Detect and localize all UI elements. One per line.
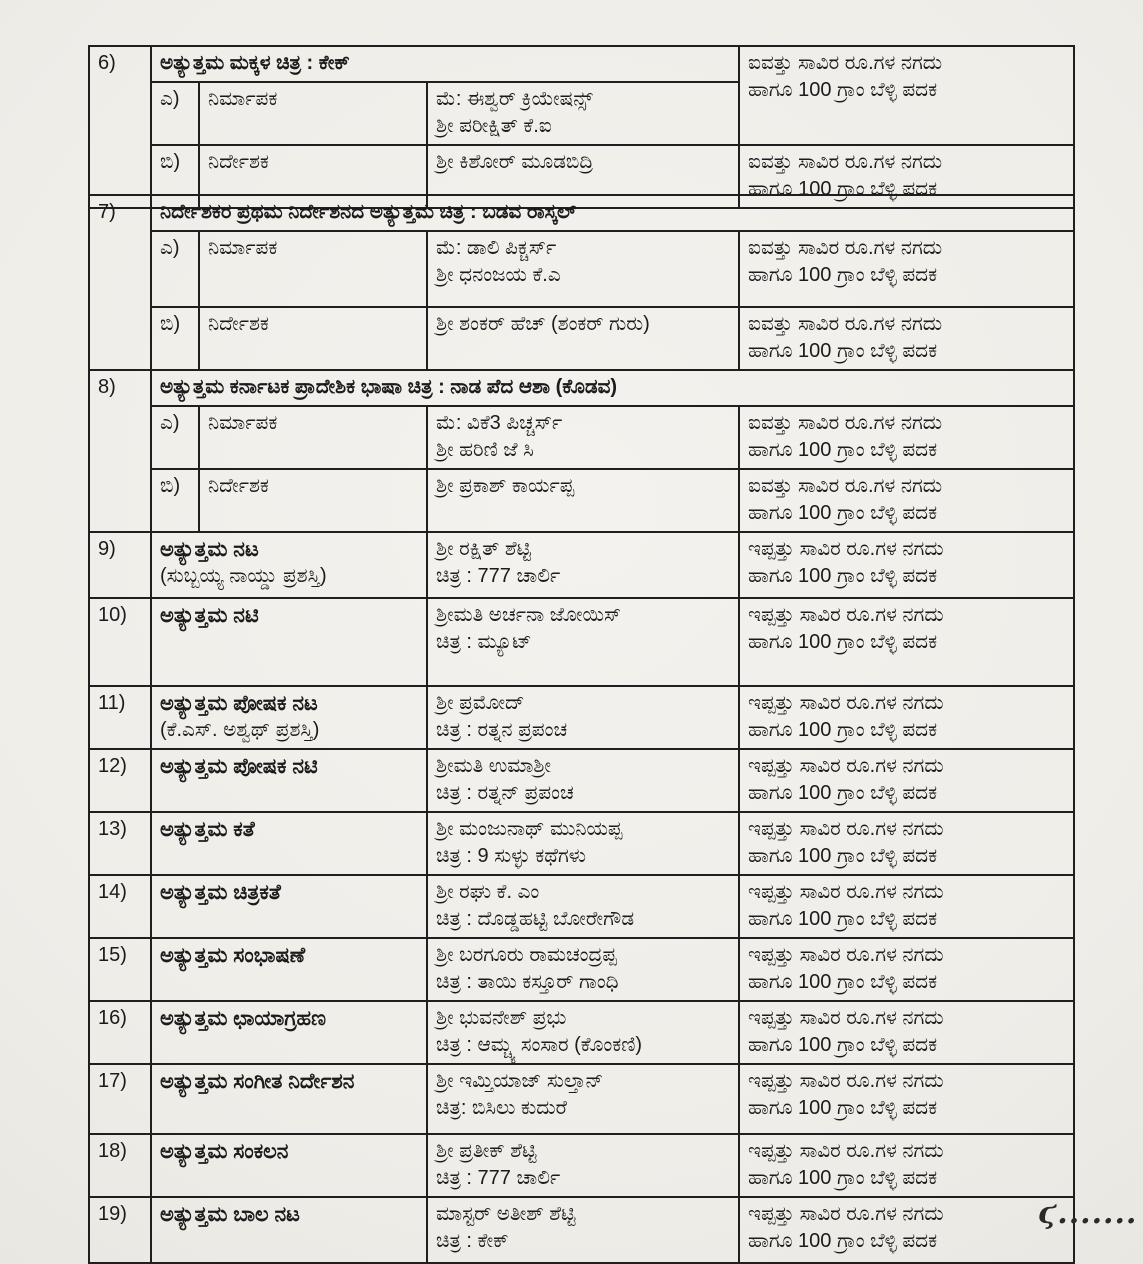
winner-line-1: ಶ್ರೀ ಪ್ರತೀಕ್ ಶೆಟ್ಟಿ bbox=[436, 1140, 537, 1162]
table-row bbox=[89, 749, 1074, 812]
row-serial: 12) bbox=[89, 749, 151, 812]
role-label: ನಿರ್ದೇಶಕ bbox=[199, 469, 427, 532]
winner-name bbox=[427, 231, 739, 307]
prize-line-2: ಹಾಗೂ 100 ಗ್ರಾಂ ಬೆಳ್ಳಿ ಪದಕ bbox=[748, 845, 938, 867]
category-label: ಅತ್ಯುತ್ತಮ ಪೋಷಕ ನಟಿ bbox=[160, 755, 318, 778]
prize-line-2: ಹಾಗೂ 100 ಗ್ರಾಂ ಬೆಳ್ಳಿ ಪದಕ bbox=[748, 565, 938, 587]
winner-name bbox=[427, 532, 739, 598]
winner-name bbox=[427, 812, 739, 875]
prize-line-1: ಇಪ್ಪತ್ತು ಸಾವಿರ ರೂ.ಗಳ ನಗದು bbox=[748, 944, 944, 966]
prize-amount bbox=[739, 598, 1074, 686]
award-category bbox=[151, 598, 427, 686]
sub-serial: ಎ) bbox=[151, 406, 199, 469]
group-title: ನಿರ್ದೇಶಕರ ಪ್ರಥಮ ನಿರ್ದೇಶನದ ಅತ್ಯುತ್ತಮ ಚಿತ್ರ : ಬಡವ ರಾಸ್ಕಲ್ bbox=[151, 195, 1074, 231]
winner-line-1: ಮೆ: ಈಶ್ವರ್ ಕ್ರಿಯೇಷನ್ಸ್ bbox=[436, 88, 593, 110]
prize-amount bbox=[739, 532, 1074, 598]
prize-amount bbox=[739, 406, 1074, 469]
prize-amount bbox=[739, 686, 1074, 749]
row-serial: 18) bbox=[89, 1134, 151, 1197]
prize-amount bbox=[739, 469, 1074, 532]
prize-line-2: ಹಾಗೂ 100 ಗ್ರಾಂ ಬೆಳ್ಳಿ ಪದಕ bbox=[748, 1097, 938, 1119]
prize-line-1: ಐವತ್ತು ಸಾವಿರ ರೂ.ಗಳ ನಗದು bbox=[748, 151, 943, 173]
category-label: ಅತ್ಯುತ್ತಮ ಬಾಲ ನಟ bbox=[160, 1203, 300, 1226]
winner-name bbox=[427, 469, 739, 532]
film-title: ಚಿತ್ರ : 777 ಚಾರ್ಲಿ bbox=[436, 1167, 561, 1189]
winner-name bbox=[427, 938, 739, 1001]
category-label: ಅತ್ಯುತ್ತಮ ಸಂಗೀತ ನಿರ್ದೇಶನ bbox=[160, 1070, 355, 1093]
table-row bbox=[89, 1197, 1074, 1263]
film-title: ಚಿತ್ರ : ರತ್ನನ್ ಪ್ರಪಂಚ bbox=[436, 782, 574, 804]
category-label: ಅತ್ಯುತ್ತಮ ಕತೆ bbox=[160, 818, 255, 841]
row-serial: 9) bbox=[89, 532, 151, 598]
sub-serial: ಬಿ) bbox=[151, 469, 199, 532]
film-title: ಚಿತ್ರ : ದೊಡ್ಡಹಟ್ಟಿ ಬೋರೇಗೌಡ bbox=[436, 908, 635, 930]
winner-line-1: ಮೆ: ವಿಕೆ3 ಪಿಚ್ಚರ್ಸ್ bbox=[436, 412, 563, 434]
prize-amount bbox=[739, 307, 1074, 370]
table-row bbox=[89, 1064, 1074, 1134]
table-row bbox=[89, 598, 1074, 686]
film-title: ಚಿತ್ರ : ಕೇಕ್ bbox=[436, 1230, 509, 1252]
prize-amount bbox=[739, 1001, 1074, 1064]
winner-name bbox=[427, 1134, 739, 1197]
prize-line-1: ಇಪ್ಪತ್ತು ಸಾವಿರ ರೂ.ಗಳ ನಗದು bbox=[748, 881, 944, 903]
prize-line-2: ಹಾಗೂ 100 ಗ್ರಾಂ ಬೆಳ್ಳಿ ಪದಕ bbox=[748, 719, 938, 741]
film-title: ಚಿತ್ರ : ತಾಯಿ ಕಸ್ತೂರ್ ಗಾಂಧಿ bbox=[436, 971, 619, 993]
group-title: ಅತ್ಯುತ್ತಮ ಮಕ್ಕಳ ಚಿತ್ರ : ಕೇಕ್ bbox=[151, 46, 739, 82]
winner-name bbox=[427, 82, 739, 145]
film-title: ಚಿತ್ರ : ಆಮ್ಚ್ಯ ಸಂಸಾರ (ಕೊಂಕಣಿ) bbox=[436, 1034, 643, 1056]
prize-line-2: ಹಾಗೂ 100 ಗ್ರಾಂ ಬೆಳ್ಳಿ ಪದಕ bbox=[748, 178, 938, 200]
table-row bbox=[89, 812, 1074, 875]
winner-line-2: ಶ್ರೀ ಹರಿಣಿ ಜೆ ಸಿ bbox=[436, 439, 534, 461]
winner-line-1: ಶ್ರೀ ಪ್ರಕಾಶ್ ಕಾರ್ಯಪ್ಪ bbox=[436, 475, 575, 497]
prize-line-1: ಇಪ್ಪತ್ತು ಸಾವಿರ ರೂ.ಗಳ ನಗದು bbox=[748, 755, 944, 777]
prize-line-2: ಹಾಗೂ 100 ಗ್ರಾಂ ಬೆಳ್ಳಿ ಪದಕ bbox=[748, 1034, 938, 1056]
row-serial: 14) bbox=[89, 875, 151, 938]
awards-table-group6 bbox=[88, 45, 1075, 209]
table-row bbox=[89, 406, 1074, 469]
sub-serial: ಎ) bbox=[151, 82, 199, 145]
table-row bbox=[89, 307, 1074, 370]
group-heading-row bbox=[89, 46, 1074, 82]
row-serial: 10) bbox=[89, 598, 151, 686]
film-title: ಚಿತ್ರ : 9 ಸುಳ್ಳು ಕಥೆಗಳು bbox=[436, 845, 587, 867]
category-label: ಅತ್ಯುತ್ತಮ ನಟ bbox=[160, 538, 259, 561]
prize-line-2: ಹಾಗೂ 100 ಗ್ರಾಂ ಬೆಳ್ಳಿ ಪದಕ bbox=[748, 908, 938, 930]
winner-line-2: ಶ್ರೀ ಧನಂಜಯ ಕೆ.ಎ bbox=[436, 264, 561, 286]
table-row bbox=[89, 875, 1074, 938]
winner-name bbox=[427, 307, 739, 370]
prize-line-1: ಇಪ್ಪತ್ತು ಸಾವಿರ ರೂ.ಗಳ ನಗದು bbox=[748, 818, 944, 840]
winner-line-1: ಮಾಸ್ಟರ್ ಅತೀಶ್ ಶೆಟ್ಟಿ bbox=[436, 1203, 576, 1225]
prize-line-2: ಹಾಗೂ 100 ಗ್ರಾಂ ಬೆಳ್ಳಿ ಪದಕ bbox=[748, 971, 938, 993]
prize-amount bbox=[739, 231, 1074, 307]
prize-line-1: ಐವತ್ತು ಸಾವಿರ ರೂ.ಗಳ ನಗದು bbox=[748, 412, 943, 434]
prize-line-1: ಐವತ್ತು ಸಾವಿರ ರೂ.ಗಳ ನಗದು bbox=[748, 52, 943, 74]
winner-name bbox=[427, 1064, 739, 1134]
winner-line-2: ಶ್ರೀ ಪರೀಕ್ಷಿತ್ ಕೆ.ಐ bbox=[436, 115, 552, 137]
awards-table-main bbox=[88, 194, 1075, 1264]
prize-line-1: ಐವತ್ತು ಸಾವಿರ ರೂ.ಗಳ ನಗದು bbox=[748, 313, 943, 335]
winner-name bbox=[427, 406, 739, 469]
category-label: ಅತ್ಯುತ್ತಮ ಪೋಷಕ ನಟ bbox=[160, 692, 318, 715]
category-label: ಅತ್ಯುತ್ತಮ ಛಾಯಾಗ್ರಹಣ bbox=[160, 1007, 326, 1030]
prize-line-2: ಹಾಗೂ 100 ಗ್ರಾಂ ಬೆಳ್ಳಿ ಪದಕ bbox=[748, 264, 938, 286]
prize-line-2: ಹಾಗೂ 100 ಗ್ರಾಂ ಬೆಳ್ಳಿ ಪದಕ bbox=[748, 631, 938, 653]
award-category bbox=[151, 938, 427, 1001]
role-label: ನಿರ್ಮಾಪಕ bbox=[199, 82, 427, 145]
prize-amount bbox=[739, 1197, 1074, 1263]
winner-name bbox=[427, 875, 739, 938]
winner-name bbox=[427, 1001, 739, 1064]
winner-line-1: ಮೆ: ಡಾಲಿ ಪಿಕ್ಚರ್ಸ್ bbox=[436, 237, 557, 259]
group-title: ಅತ್ಯುತ್ತಮ ಕರ್ನಾಟಕ ಪ್ರಾದೇಶಿಕ ಭಾಷಾ ಚಿತ್ರ : ನಾಡ ಪೆದ ಆಶಾ (ಕೊಡವ) bbox=[151, 370, 1074, 406]
category-label: ಅತ್ಯುತ್ತಮ ನಟಿ bbox=[160, 604, 259, 627]
category-note: (ಸುಬ್ಬಯ್ಯ ನಾಯ್ಡು ಪ್ರಶಸ್ತಿ) bbox=[160, 565, 327, 587]
role-label: ನಿರ್ಮಾಪಕ bbox=[199, 406, 427, 469]
table-row bbox=[89, 469, 1074, 532]
award-category bbox=[151, 749, 427, 812]
winner-line-1: ಶ್ರೀ ಪ್ರಮೋದ್ bbox=[436, 692, 525, 714]
handwritten-mark: ϛ....... bbox=[1038, 1196, 1138, 1231]
winner-line-1: ಶ್ರೀ ಇಮ್ತಿಯಾಜ್ ಸುಲ್ತಾನ್ bbox=[436, 1070, 604, 1092]
prize-line-1: ಐವತ್ತು ಸಾವಿರ ರೂ.ಗಳ ನಗದು bbox=[748, 237, 943, 259]
winner-line-1: ಶ್ರೀ ಕಿಶೋರ್ ಮೂಡಬಿದ್ರಿ bbox=[436, 151, 594, 173]
sub-serial: ಎ) bbox=[151, 231, 199, 307]
role-label: ನಿರ್ದೇಶಕ bbox=[199, 307, 427, 370]
award-category bbox=[151, 1064, 427, 1134]
award-category bbox=[151, 686, 427, 749]
prize-amount bbox=[739, 938, 1074, 1001]
table-row bbox=[89, 532, 1074, 598]
prize-line-1: ಇಪ್ಪತ್ತು ಸಾವಿರ ರೂ.ಗಳ ನಗದು bbox=[748, 538, 944, 560]
table-row bbox=[89, 1134, 1074, 1197]
row-serial: 19) bbox=[89, 1197, 151, 1263]
winner-line-1: ಶ್ರೀ ಭುವನೇಶ್ ಪ್ರಭು bbox=[436, 1007, 567, 1029]
group-heading-row bbox=[89, 370, 1074, 406]
prize-line-1: ಇಪ್ಪತ್ತು ಸಾವಿರ ರೂ.ಗಳ ನಗದು bbox=[748, 1007, 944, 1029]
award-category bbox=[151, 1001, 427, 1064]
award-category bbox=[151, 532, 427, 598]
film-title: ಚಿತ್ರ: ಬಿಸಿಲು ಕುದುರೆ bbox=[436, 1097, 567, 1119]
prize-line-1: ಇಪ್ಪತ್ತು ಸಾವಿರ ರೂ.ಗಳ ನಗದು bbox=[748, 692, 944, 714]
prize-line-1: ಇಪ್ಪತ್ತು ಸಾವಿರ ರೂ.ಗಳ ನಗದು bbox=[748, 1203, 944, 1225]
winner-name bbox=[427, 686, 739, 749]
table-row bbox=[89, 1001, 1074, 1064]
prize-line-2: ಹಾಗೂ 100 ಗ್ರಾಂ ಬೆಳ್ಳಿ ಪದಕ bbox=[748, 439, 938, 461]
prize-line-2: ಹಾಗೂ 100 ಗ್ರಾಂ ಬೆಳ್ಳಿ ಪದಕ bbox=[748, 502, 938, 524]
award-category bbox=[151, 875, 427, 938]
winner-line-1: ಶ್ರೀಮತಿ ಉಮಾಶ್ರೀ bbox=[436, 755, 551, 777]
prize-line-2: ಹಾಗೂ 100 ಗ್ರಾಂ ಬೆಳ್ಳಿ ಪದಕ bbox=[748, 1167, 938, 1189]
prize-line-2: ಹಾಗೂ 100 ಗ್ರಾಂ ಬೆಳ್ಳಿ ಪದಕ bbox=[748, 340, 938, 362]
film-title: ಚಿತ್ರ : 777 ಚಾರ್ಲಿ bbox=[436, 565, 561, 587]
winner-name bbox=[427, 1197, 739, 1263]
prize-line-1: ಇಪ್ಪತ್ತು ಸಾವಿರ ರೂ.ಗಳ ನಗದು bbox=[748, 1140, 944, 1162]
winner-line-1: ಶ್ರೀಮತಿ ಅರ್ಚನಾ ಜೋಯಿಸ್ bbox=[436, 604, 622, 626]
prize-line-1: ಇಪ್ಪತ್ತು ಸಾವಿರ ರೂ.ಗಳ ನಗದು bbox=[748, 1070, 944, 1092]
prize-line-1: ಐವತ್ತು ಸಾವಿರ ರೂ.ಗಳ ನಗದು bbox=[748, 475, 943, 497]
winner-line-1: ಶ್ರೀ ರಘು ಕೆ. ಎಂ bbox=[436, 881, 540, 903]
table-row bbox=[89, 938, 1074, 1001]
prize-amount bbox=[739, 812, 1074, 875]
award-category bbox=[151, 1134, 427, 1197]
winner-line-1: ಶ್ರೀ ಮಂಜುನಾಥ್ ಮುನಿಯಪ್ಪ bbox=[436, 818, 623, 840]
winner-name bbox=[427, 749, 739, 812]
prize-amount bbox=[739, 1134, 1074, 1197]
winner-line-1: ಶ್ರೀ ಬರಗೂರು ರಾಮಚಂದ್ರಪ್ಪ bbox=[436, 944, 617, 966]
category-label: ಅತ್ಯುತ್ತಮ ಚಿತ್ರಕತೆ bbox=[160, 881, 281, 904]
role-label: ನಿರ್ಮಾಪಕ bbox=[199, 231, 427, 307]
row-serial: 8) bbox=[89, 370, 151, 532]
prize-line-2: ಹಾಗೂ 100 ಗ್ರಾಂ ಬೆಳ್ಳಿ ಪದಕ bbox=[748, 1230, 938, 1252]
row-serial: 15) bbox=[89, 938, 151, 1001]
prize-line-2: ಹಾಗೂ 100 ಗ್ರಾಂ ಬೆಳ್ಳಿ ಪದಕ bbox=[748, 782, 938, 804]
prize-amount bbox=[739, 1064, 1074, 1134]
table-row bbox=[89, 231, 1074, 307]
prize-line-1: ಇಪ್ಪತ್ತು ಸಾವಿರ ರೂ.ಗಳ ನಗದು bbox=[748, 604, 944, 626]
table-row bbox=[89, 686, 1074, 749]
prize-line-2: ಹಾಗೂ 100 ಗ್ರಾಂ ಬೆಳ್ಳಿ ಪದಕ bbox=[748, 79, 938, 101]
category-label: ಅತ್ಯುತ್ತಮ ಸಂಭಾಷಣೆ bbox=[160, 944, 306, 967]
winner-line-1: ಶ್ರೀ ಶಂಕರ್ ಹೆಚ್ (ಶಂಕರ್ ಗುರು) bbox=[436, 313, 650, 335]
sub-serial: ಬಿ) bbox=[151, 307, 199, 370]
prize-amount bbox=[739, 875, 1074, 938]
row-serial: 11) bbox=[89, 686, 151, 749]
award-category bbox=[151, 812, 427, 875]
winner-name bbox=[427, 598, 739, 686]
prize-amount bbox=[739, 46, 1074, 145]
film-title: ಚಿತ್ರ : ಮ್ಯೂಟ್ bbox=[436, 631, 532, 653]
row-serial: 17) bbox=[89, 1064, 151, 1134]
award-category bbox=[151, 1197, 427, 1263]
winner-line-1: ಶ್ರೀ ರಕ್ಷಿತ್ ಶೆಟ್ಟಿ bbox=[436, 538, 532, 560]
role-label: ನಿರ್ದೇಶಕ bbox=[199, 145, 427, 208]
row-serial: 7) bbox=[89, 195, 151, 370]
prize-amount bbox=[739, 749, 1074, 812]
category-note: (ಕೆ.ಎಸ್. ಅಶ್ವಥ್ ಪ್ರಶಸ್ತಿ) bbox=[160, 719, 320, 741]
film-title: ಚಿತ್ರ : ರತ್ನನ ಪ್ರಪಂಚ bbox=[436, 719, 568, 741]
row-serial: 16) bbox=[89, 1001, 151, 1064]
sub-serial: ಬಿ) bbox=[151, 145, 199, 208]
row-serial: 6) bbox=[89, 46, 151, 208]
row-serial: 13) bbox=[89, 812, 151, 875]
group-heading-row bbox=[89, 195, 1074, 231]
category-label: ಅತ್ಯುತ್ತಮ ಸಂಕಲನ bbox=[160, 1140, 289, 1163]
